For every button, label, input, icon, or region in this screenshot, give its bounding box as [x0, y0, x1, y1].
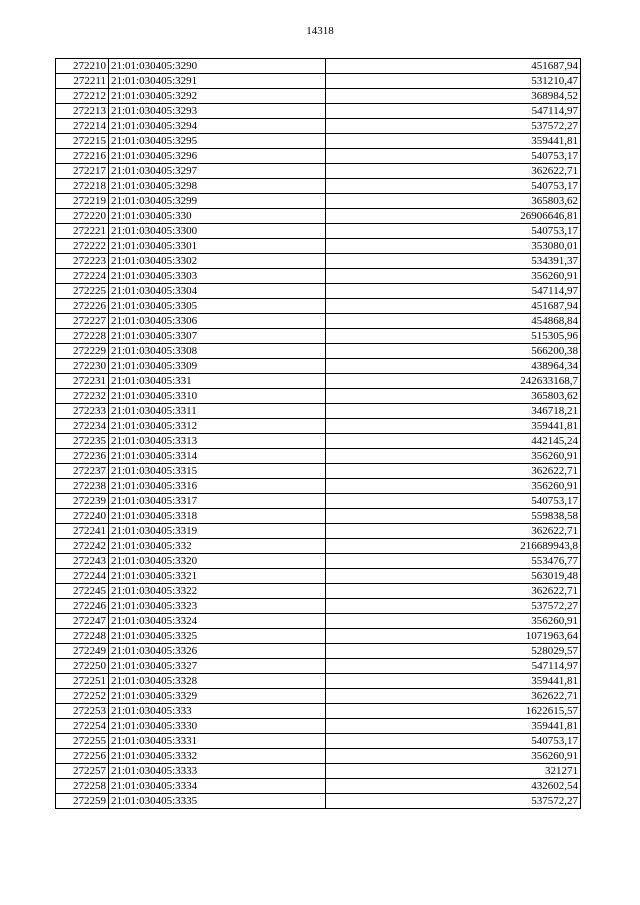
cadastral-value-cell: 353080,01: [326, 239, 581, 254]
table-row: [56, 614, 581, 629]
row-number-cell: 272222: [56, 239, 109, 254]
table-row: [56, 404, 581, 419]
cadastral-value-cell: 547114,97: [326, 659, 581, 674]
table-row: [56, 734, 581, 749]
table-row: [56, 74, 581, 89]
cadastral-number-cell: 21:01:030405:3291: [109, 74, 326, 89]
table-row: [56, 644, 581, 659]
row-number-cell: 272215: [56, 134, 109, 149]
cadastral-number-cell: 21:01:030405:3326: [109, 644, 326, 659]
row-number-cell: 272216: [56, 149, 109, 164]
table-row: [56, 254, 581, 269]
cadastral-number-cell: 21:01:030405:3296: [109, 149, 326, 164]
cadastral-value-cell: 368984,52: [326, 89, 581, 104]
table-row: [56, 239, 581, 254]
cadastral-number-cell: 21:01:030405:3307: [109, 329, 326, 344]
cadastral-number-cell: 21:01:030405:3290: [109, 59, 326, 74]
cadastral-value-cell: 528029,57: [326, 644, 581, 659]
cadastral-number-cell: 21:01:030405:3297: [109, 164, 326, 179]
row-number-cell: 272225: [56, 284, 109, 299]
cadastral-value-cell: 216689943,8: [326, 539, 581, 554]
cadastral-number-cell: 21:01:030405:3321: [109, 569, 326, 584]
row-number-cell: 272230: [56, 359, 109, 374]
table-row: [56, 764, 581, 779]
cadastral-value-cell: 359441,81: [326, 134, 581, 149]
row-number-cell: 272243: [56, 554, 109, 569]
row-number-cell: 272210: [56, 59, 109, 74]
table-row: [56, 704, 581, 719]
row-number-cell: 272228: [56, 329, 109, 344]
cadastral-number-cell: 21:01:030405:3327: [109, 659, 326, 674]
cadastral-value-cell: 537572,27: [326, 599, 581, 614]
cadastral-value-cell: 559838,58: [326, 509, 581, 524]
cadastral-number-cell: 21:01:030405:3302: [109, 254, 326, 269]
cadastral-number-cell: 21:01:030405:3301: [109, 239, 326, 254]
cadastral-value-cell: 356260,91: [326, 479, 581, 494]
table-row: [56, 629, 581, 644]
row-number-cell: 272242: [56, 539, 109, 554]
cadastral-number-cell: 21:01:030405:3292: [109, 89, 326, 104]
table-row: [56, 599, 581, 614]
cadastral-number-cell: 21:01:030405:3304: [109, 284, 326, 299]
row-number-cell: 272247: [56, 614, 109, 629]
cadastral-value-cell: 451687,94: [326, 299, 581, 314]
page-number: 14318: [306, 25, 334, 37]
cadastral-value-cell: 537572,27: [326, 119, 581, 134]
table-row: [56, 104, 581, 119]
cadastral-number-cell: 21:01:030405:3310: [109, 389, 326, 404]
row-number-cell: 272257: [56, 764, 109, 779]
cadastral-number-cell: 21:01:030405:3295: [109, 134, 326, 149]
cadastral-number-cell: 21:01:030405:3311: [109, 404, 326, 419]
row-number-cell: 272258: [56, 779, 109, 794]
table-row: [56, 149, 581, 164]
cadastral-value-cell: 553476,77: [326, 554, 581, 569]
cadastral-value-cell: 515305,96: [326, 329, 581, 344]
cadastral-value-cell: 362622,71: [326, 689, 581, 704]
cadastral-value-cell: 540753,17: [326, 734, 581, 749]
cadastral-value-cell: 365803,62: [326, 194, 581, 209]
row-number-cell: 272249: [56, 644, 109, 659]
table-row: [56, 299, 581, 314]
table-row: [56, 554, 581, 569]
row-number-cell: 272248: [56, 629, 109, 644]
table-row: [56, 209, 581, 224]
cadastral-number-cell: 21:01:030405:332: [109, 539, 326, 554]
table-row: [56, 359, 581, 374]
table-row: [56, 344, 581, 359]
cadastral-number-cell: 21:01:030405:3320: [109, 554, 326, 569]
cadastral-value-cell: 356260,91: [326, 749, 581, 764]
table-row: [56, 224, 581, 239]
table-row: [56, 89, 581, 104]
row-number-cell: 272220: [56, 209, 109, 224]
cadastral-value-cell: 362622,71: [326, 164, 581, 179]
cadastral-number-cell: 21:01:030405:3314: [109, 449, 326, 464]
cadastral-value-cell: 547114,97: [326, 104, 581, 119]
table-row: [56, 584, 581, 599]
row-number-cell: 272236: [56, 449, 109, 464]
row-number-cell: 272233: [56, 404, 109, 419]
row-number-cell: 272238: [56, 479, 109, 494]
cadastral-value-cell: 540753,17: [326, 149, 581, 164]
table-row: [56, 59, 581, 74]
cadastral-value-cell: 362622,71: [326, 524, 581, 539]
row-number-cell: 272234: [56, 419, 109, 434]
cadastral-number-cell: 21:01:030405:3315: [109, 464, 326, 479]
cadastral-number-cell: 21:01:030405:3335: [109, 794, 326, 809]
row-number-cell: 272237: [56, 464, 109, 479]
cadastral-value-cell: 26906646,81: [326, 209, 581, 224]
row-number-cell: 272250: [56, 659, 109, 674]
row-number-cell: 272219: [56, 194, 109, 209]
cadastral-value-cell: 432602,54: [326, 779, 581, 794]
cadastral-number-cell: 21:01:030405:330: [109, 209, 326, 224]
row-number-cell: 272256: [56, 749, 109, 764]
row-number-cell: 272224: [56, 269, 109, 284]
cadastral-value-cell: 540753,17: [326, 179, 581, 194]
table-row: [56, 119, 581, 134]
cadastral-value-cell: 321271: [326, 764, 581, 779]
row-number-cell: 272253: [56, 704, 109, 719]
cadastral-number-cell: 21:01:030405:3331: [109, 734, 326, 749]
cadastral-number-cell: 21:01:030405:3325: [109, 629, 326, 644]
cadastral-value-cell: 356260,91: [326, 269, 581, 284]
table-row: [56, 524, 581, 539]
cadastral-number-cell: 21:01:030405:3319: [109, 524, 326, 539]
cadastral-value-cell: 540753,17: [326, 224, 581, 239]
cadastral-value-cell: 566200,38: [326, 344, 581, 359]
cadastral-value-cell: 442145,24: [326, 434, 581, 449]
table-row: [56, 389, 581, 404]
cadastral-value-cell: 531210,47: [326, 74, 581, 89]
table-row: [56, 779, 581, 794]
table-row: [56, 449, 581, 464]
cadastral-value-cell: 359441,81: [326, 419, 581, 434]
cadastral-number-cell: 21:01:030405:3329: [109, 689, 326, 704]
cadastral-number-cell: 21:01:030405:3332: [109, 749, 326, 764]
row-number-cell: 272232: [56, 389, 109, 404]
cadastral-value-cell: 547114,97: [326, 284, 581, 299]
row-number-cell: 272223: [56, 254, 109, 269]
cadastral-value-cell: 451687,94: [326, 59, 581, 74]
row-number-cell: 272218: [56, 179, 109, 194]
row-number-cell: 272255: [56, 734, 109, 749]
row-number-cell: 272259: [56, 794, 109, 809]
cadastral-number-cell: 21:01:030405:3306: [109, 314, 326, 329]
table-row: [56, 494, 581, 509]
table-row: [56, 314, 581, 329]
cadastral-value-cell: 454868,84: [326, 314, 581, 329]
row-number-cell: 272214: [56, 119, 109, 134]
cadastral-number-cell: 21:01:030405:333: [109, 704, 326, 719]
cadastral-number-cell: 21:01:030405:3323: [109, 599, 326, 614]
row-number-cell: 272240: [56, 509, 109, 524]
table-row: [56, 374, 581, 389]
cadastral-value-cell: 365803,62: [326, 389, 581, 404]
cadastral-value-cell: 1071963,64: [326, 629, 581, 644]
row-number-cell: 272221: [56, 224, 109, 239]
row-number-cell: 272227: [56, 314, 109, 329]
cadastral-value-cell: 1622615,57: [326, 704, 581, 719]
row-number-cell: 272252: [56, 689, 109, 704]
table-row: [56, 689, 581, 704]
cadastral-number-cell: 21:01:030405:3312: [109, 419, 326, 434]
cadastral-number-cell: 21:01:030405:3324: [109, 614, 326, 629]
cadastral-number-cell: 21:01:030405:3305: [109, 299, 326, 314]
row-number-cell: 272217: [56, 164, 109, 179]
row-number-cell: 272251: [56, 674, 109, 689]
cadastral-number-cell: 21:01:030405:3298: [109, 179, 326, 194]
row-number-cell: 272245: [56, 584, 109, 599]
row-number-cell: 272212: [56, 89, 109, 104]
cadastral-number-cell: 21:01:030405:3303: [109, 269, 326, 284]
table-row: [56, 419, 581, 434]
table-row: [56, 164, 581, 179]
table-row: [56, 284, 581, 299]
cadastral-value-cell: 356260,91: [326, 449, 581, 464]
row-number-cell: 272241: [56, 524, 109, 539]
table-row: [56, 509, 581, 524]
cadastral-value-cell: 438964,34: [326, 359, 581, 374]
table-row: [56, 179, 581, 194]
table-row: [56, 479, 581, 494]
cadastral-number-cell: 21:01:030405:3330: [109, 719, 326, 734]
row-number-cell: 272239: [56, 494, 109, 509]
cadastral-value-cell: 540753,17: [326, 494, 581, 509]
table-row: [56, 434, 581, 449]
row-number-cell: 272211: [56, 74, 109, 89]
cadastral-number-cell: 21:01:030405:3309: [109, 359, 326, 374]
table-row: [56, 659, 581, 674]
row-number-cell: 272246: [56, 599, 109, 614]
cadastral-number-cell: 21:01:030405:3300: [109, 224, 326, 239]
cadastral-value-cell: 359441,81: [326, 674, 581, 689]
cadastral-value-table: [55, 58, 581, 809]
cadastral-value-cell: 346718,21: [326, 404, 581, 419]
cadastral-value-cell: 242633168,7: [326, 374, 581, 389]
cadastral-number-cell: 21:01:030405:3333: [109, 764, 326, 779]
table-row: [56, 674, 581, 689]
table-body: [56, 59, 581, 809]
cadastral-value-cell: 362622,71: [326, 464, 581, 479]
cadastral-value-cell: 563019,48: [326, 569, 581, 584]
row-number-cell: 272244: [56, 569, 109, 584]
cadastral-number-cell: 21:01:030405:331: [109, 374, 326, 389]
cadastral-number-cell: 21:01:030405:3299: [109, 194, 326, 209]
cadastral-number-cell: 21:01:030405:3294: [109, 119, 326, 134]
row-number-cell: 272213: [56, 104, 109, 119]
cadastral-number-cell: 21:01:030405:3308: [109, 344, 326, 359]
row-number-cell: 272231: [56, 374, 109, 389]
cadastral-number-cell: 21:01:030405:3334: [109, 779, 326, 794]
cadastral-value-cell: 359441,81: [326, 719, 581, 734]
row-number-cell: 272229: [56, 344, 109, 359]
cadastral-number-cell: 21:01:030405:3313: [109, 434, 326, 449]
cadastral-number-cell: 21:01:030405:3322: [109, 584, 326, 599]
table-row: [56, 794, 581, 809]
row-number-cell: 272235: [56, 434, 109, 449]
row-number-cell: 272226: [56, 299, 109, 314]
cadastral-number-cell: 21:01:030405:3318: [109, 509, 326, 524]
cadastral-number-cell: 21:01:030405:3316: [109, 479, 326, 494]
table-row: [56, 464, 581, 479]
cadastral-value-cell: 356260,91: [326, 614, 581, 629]
cadastral-number-cell: 21:01:030405:3293: [109, 104, 326, 119]
table-row: [56, 194, 581, 209]
cadastral-value-cell: 534391,37: [326, 254, 581, 269]
cadastral-number-cell: 21:01:030405:3317: [109, 494, 326, 509]
table-row: [56, 539, 581, 554]
row-number-cell: 272254: [56, 719, 109, 734]
table-row: [56, 134, 581, 149]
table-row: [56, 749, 581, 764]
cadastral-value-cell: 362622,71: [326, 584, 581, 599]
table-row: [56, 719, 581, 734]
table-row: [56, 569, 581, 584]
table-row: [56, 329, 581, 344]
cadastral-number-cell: 21:01:030405:3328: [109, 674, 326, 689]
table-row: [56, 269, 581, 284]
cadastral-value-cell: 537572,27: [326, 794, 581, 809]
